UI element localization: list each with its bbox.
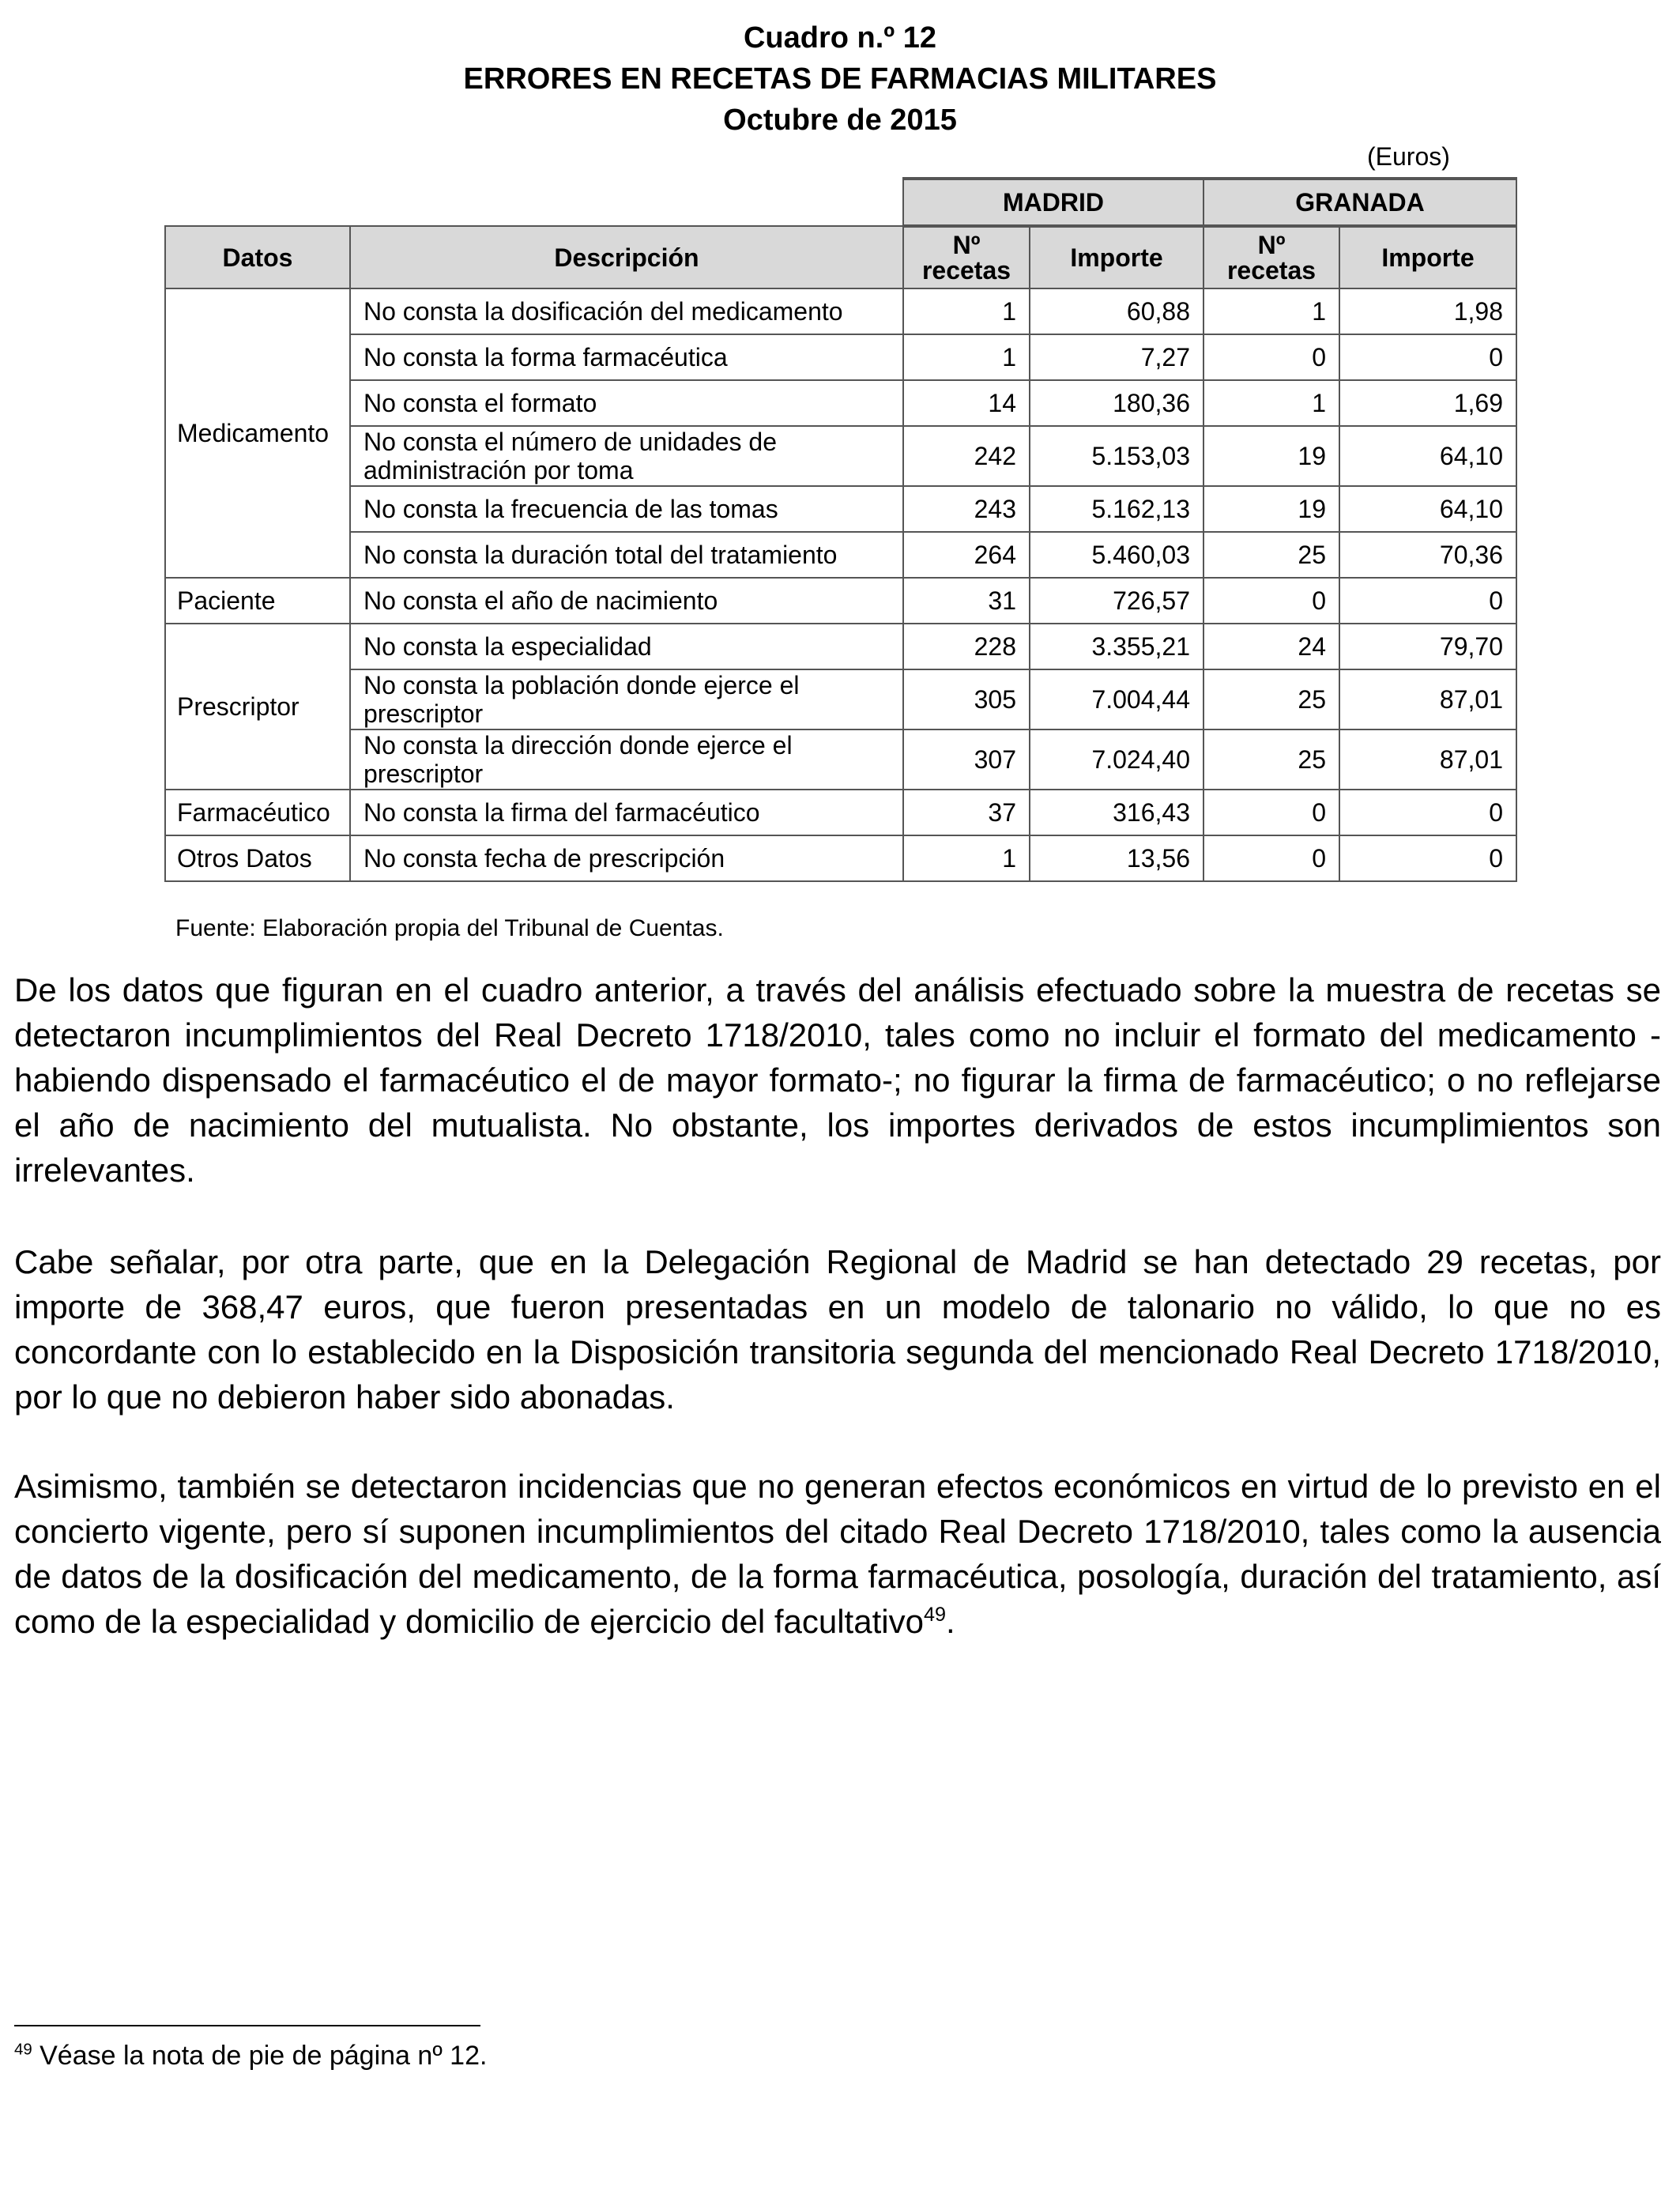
table-row: No consta la población donde ejerce el prescriptor 305 7.004,44 25 87,01 xyxy=(165,669,1516,729)
table-row: No consta la dirección donde ejerce el prescriptor 307 7.024,40 25 87,01 xyxy=(165,729,1516,790)
table-title: ERRORES EN RECETAS DE FARMACIAS MILITARES xyxy=(463,62,1217,96)
table-row: No consta el formato 14 180,36 1 1,69 xyxy=(165,380,1516,426)
table-row: Otros Datos No consta fecha de prescripción 1 13,56 0 0 xyxy=(165,835,1516,881)
table-row: Prescriptor No consta la especialidad 228 3.355,21 24 79,70 xyxy=(165,624,1516,669)
table-row: No consta la forma farmacéutica 1 7,27 0 0 xyxy=(165,334,1516,380)
footnote-divider xyxy=(14,2025,480,2026)
header-descripcion: Descripción xyxy=(350,226,903,288)
footnote-reference[interactable]: 49 xyxy=(923,1604,946,1626)
paragraph-2: Cabe señalar, por otra parte, que en la Delegación Regional de Madrid se han detectado 29 recetas, por importe de 368,47 euros, que fueron presentadas en un modelo de talonario no válido, lo que no es concordante con lo establecido en la Disposición transitoria segunda del mencionado Real Decreto 1718/2010, por lo que no debieron haber sido abonadas. xyxy=(14,1243,1661,1416)
category-prescriptor: Prescriptor xyxy=(165,624,350,790)
source-note: Fuente: Elaboración propia del Tribunal de Cuentas. xyxy=(175,915,724,941)
header-granada-n-recetas: Nº recetas xyxy=(1203,226,1339,288)
header-granada: GRANADA xyxy=(1203,179,1516,226)
category-medicamento: Medicamento xyxy=(165,288,350,578)
table-row: Medicamento No consta la dosificación del medicamento 1 60,88 1 1,98 xyxy=(165,288,1516,334)
header-datos: Datos xyxy=(165,226,350,288)
table-subtitle: Octubre de 2015 xyxy=(723,104,957,137)
table-row: Farmacéutico No consta la firma del farmacéutico 37 316,43 0 0 xyxy=(165,790,1516,835)
table-number: Cuadro n.º 12 xyxy=(743,21,937,55)
paragraph-3: Asimismo, también se detectaron incidencias que no generan efectos económicos en virtud de lo previsto en el concierto vigente, pero sí suponen incumplimientos del citado Real Decreto 1718/2010, tales como la ausencia de datos de la dosificación del medicamento, de la forma farmacéutica, posología, duración del tratamiento, así como de la especialidad y domicilio de ejercicio del facultativo$^{49}$. xyxy=(14,1468,1661,1640)
table-row: No consta la duración total del tratamiento 264 5.460,03 25 70,36 xyxy=(165,532,1516,578)
header-madrid: MADRID xyxy=(903,179,1203,226)
table-row: No consta el número de unidades de administración por toma 242 5.153,03 19 64,10 xyxy=(165,426,1516,486)
paragraph-1: De los datos que figuran en el cuadro anterior, a través del análisis efectuado sobre la muestra de recetas se detectaron incumplimientos del Real Decreto 1718/2010, tales como no incluir el formato del medicamento -habiendo dispensado el farmacéutico el de mayor formato-; no figurar la firma de farmacéutico; o no reflejarse el año de nacimiento del mutualista. No obstante, los importes derivados de estos incumplimientos son irrelevantes. xyxy=(14,971,1661,1189)
table-row: Paciente No consta el año de nacimiento 31 726,57 0 0 xyxy=(165,578,1516,624)
errors-table xyxy=(164,177,1517,882)
header-granada-importe: Importe xyxy=(1339,226,1516,288)
category-otros-datos: Otros Datos xyxy=(165,835,350,881)
category-paciente: Paciente xyxy=(165,578,350,624)
header-madrid-importe: Importe xyxy=(1030,226,1203,288)
header-madrid-n-recetas: Nº recetas xyxy=(903,226,1030,288)
category-farmaceutico: Farmacéutico xyxy=(165,790,350,835)
footnote-number: 49 xyxy=(14,2041,32,2059)
units-label: (Euros) xyxy=(1367,142,1450,171)
table-row: No consta la frecuencia de las tomas 243 5.162,13 19 64,10 xyxy=(165,486,1516,532)
footnote-text: Véase la nota de pie de página nº 12. xyxy=(32,2041,488,2071)
footnote xyxy=(14,2041,487,2071)
